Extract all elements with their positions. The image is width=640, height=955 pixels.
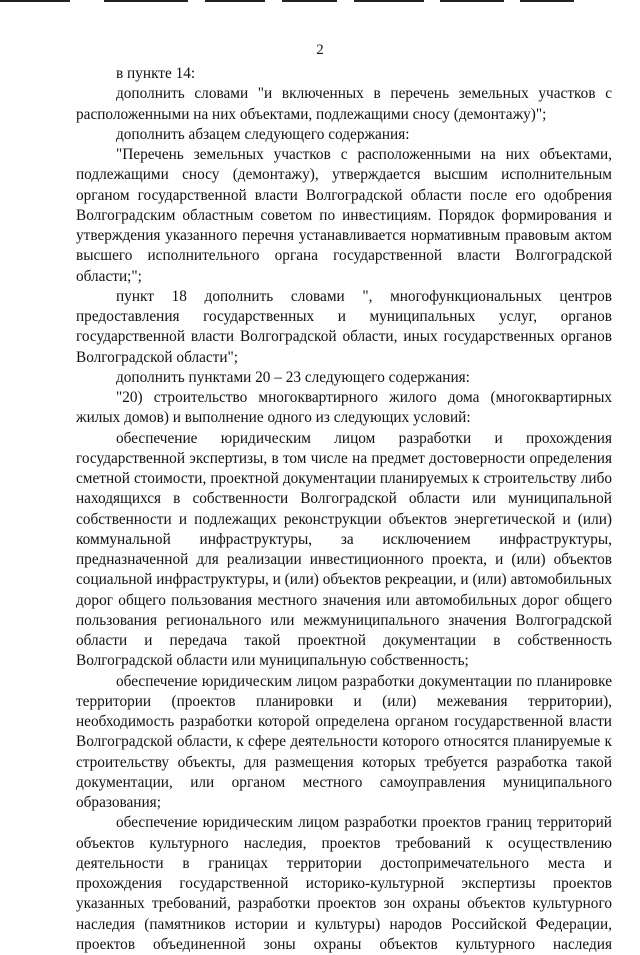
paragraph-4: "Перечень земельных участков с расположенными на них объектами, подлежащими сносу (демонтажу), утверждается высшим исполнительным органом государственной власти Волгоградской области после его одобрения Волгоградским областным советом по инвестициям. Порядок формирования и утверждения указанного перечня устанавливается нормативным правовым актом высшего исполнительного органа государственной власти Волгоградской области;"; bbox=[76, 146, 612, 285]
document-body bbox=[76, 64, 612, 955]
paragraph-3: дополнить абзацем следующего содержания: bbox=[116, 125, 410, 143]
paragraph-8: обеспечение юридическим лицом разработки и прохождения государственной экспертизы, в том числе на предмет достоверности определения сметной стоимости, проектной документации планируемых к строительству либо находящихся в собственности Волгоградской области или муниципальной собственности и подлежащих реконструкции объектов энергетической и (или) коммунальной инфраструктуры, за исключением инфраструктуры, предназначенной для реализации инвестиционного проекта, и (или) объектов социальной инфраструктуры, и (или) объектов рекреации, и (или) автомобильных дорог общего пользования местного значения или автомобильных дорог общего пользования регионального или межмуниципального значения Волгоградской области и передача такой проектной документации в собственность Волгоградской области или муниципальную собственность; bbox=[76, 429, 612, 670]
paragraph-7: "20) строительство многоквартирного жилого дома (многоквартирных жилых домов) и выполнение одного из следующих условий: bbox=[76, 389, 612, 427]
paragraph-10: обеспечение юридическим лицом разработки проектов границ территорий объектов культурного наследия, проектов требований к осуществлению деятельности в границах территории достопримечательного места и прохождения государственной историко-культурной экспертизы проектов указанных требований, разработки проектов зон охраны объектов культурного наследия (памятников истории и культуры) народов Российской Федерации, проектов объединенной зоны охраны объектов культурного наследия bbox=[76, 814, 612, 953]
paragraph-6: дополнить пунктами 20 – 23 следующего содержания: bbox=[116, 368, 470, 386]
page-number: 2 bbox=[316, 42, 324, 58]
paragraph-2: дополнить словами "и включенных в перечень земельных участков с расположенными на них объектами, подлежащими сносу (демонтажу)"; bbox=[76, 85, 612, 123]
paragraph-9: обеспечение юридическим лицом разработки документации по планировке территории (проектов планировки и (или) межевания территории), необходимость разработки которой определена органом государственной власти Волгоградской области, к сфере деятельности которого относятся планируемые к строительству объекты, для размещения которых требуется разработка такой документации, или органом местного самоуправления муниципального образования; bbox=[76, 672, 612, 811]
top-rule bbox=[0, 0, 640, 8]
paragraph-1: в пункте 14: bbox=[116, 65, 196, 82]
paragraph-5: пункт 18 дополнить словами ", многофункциональных центров предоставления государственных и муниципальных услуг, органов государственной власти Волгоградской области, иных государственных органов Волгоградской области"; bbox=[76, 287, 612, 366]
